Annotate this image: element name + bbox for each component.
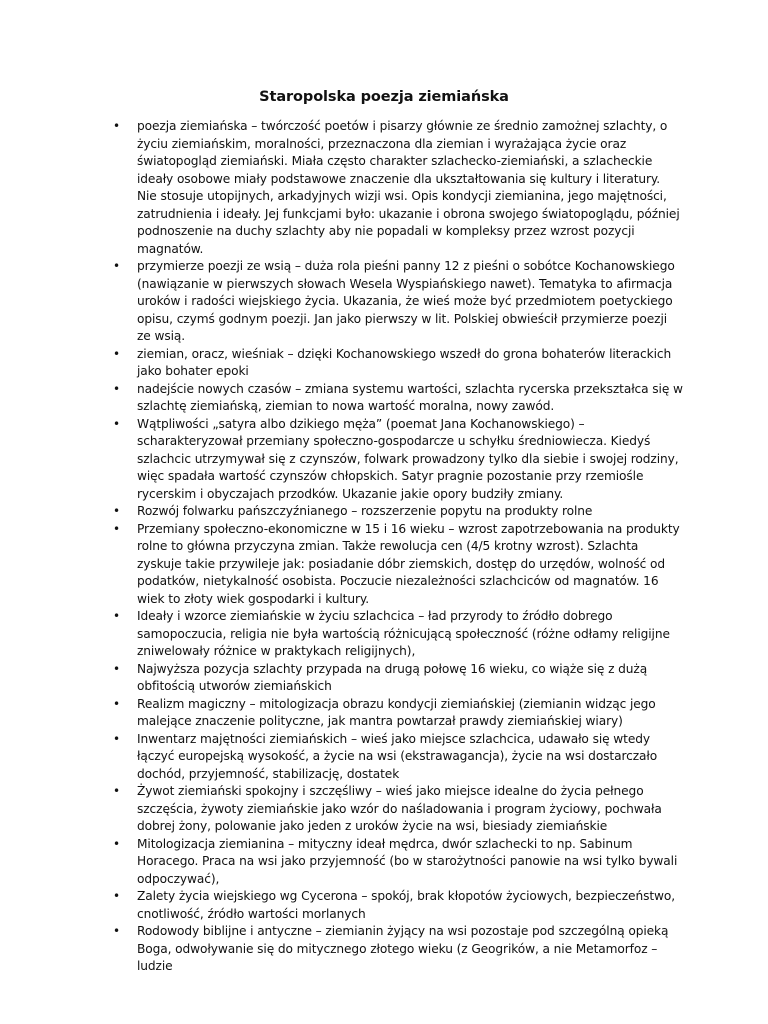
list-item-text: poezja ziemiańska – twórczość poetów i pisarzy głównie ze średnio zamożnej szlachty, o życiu ziemiańskim, moralności, przeznaczona dla ziemian i wyrażająca życie oraz światopogląd ziemiański. Miała często charakter szlachecko-ziemiański, a szlacheckie ideały osobowe miały podstawowe znaczenie dla ukształtowania się kultury i literatury. Nie stosuje utopijnych, arkadyjnych wizji wsi. Opis kondycji ziemianina, jego majętności, zatrudnienia i ideały. Jej funkcjami było: ukazanie i obrona swojego światopoglądu, później podnoszenie na duchy szlachty aby nie popadali w kompleksy przez wzrost pozycji magnatów. — [137, 119, 680, 256]
bullet-icon: • — [113, 889, 120, 903]
bullet-icon: • — [113, 836, 120, 851]
bullet-icon: • — [113, 609, 120, 623]
list-item — [0, 836, 683, 889]
list-item-text: ziemian, oracz, wieśniak – dzięki Kochanowskiego wszedł do grona bohaterów literackich jako bohater epoki — [137, 346, 672, 378]
list-item-text: Najwyższa pozycja szlachty przypada na drugą połowę 16 wieku, co wiąże się z dużą obfitością utworów ziemiańskich — [137, 661, 648, 693]
list-item — [0, 608, 683, 661]
list-item-text: Przemiany społeczno-ekonomiczne w 15 i 16 wieku – wzrost zapotrzebowania na produkty rolne to główna przyczyna zmian. Także rewolucja cen (4/5 krotny wzrost). Szlachta zyskuje takie przywileje jak: posiadanie dóbr ziemskich, dostęp do urzędów, wolność od podatków, nietykalność osobista. Poczucie niezależności szlachciców od magnatów. 16 wiek to złoty wiek gospodarki i kultury. — [137, 521, 680, 606]
bullet-icon: • — [113, 696, 120, 711]
bullet-icon: • — [113, 259, 120, 273]
bullet-icon: • — [113, 661, 120, 676]
bullet-icon: • — [113, 346, 120, 361]
list-item-text: Inwentarz majętności ziemiańskich – wieś jako miejsce szlachcica, udawało się wtedy łączyć europejską wysokość, a życie na wsi (ekstrawagancja), życie na wsi dostarczało dochód, przyjemność, stabilizację, dostatek — [137, 731, 658, 781]
document-title: Staropolska poezja ziemiańska — [259, 89, 509, 105]
list-item — [0, 118, 683, 258]
bullet-icon: • — [113, 504, 120, 518]
bullet-icon: • — [113, 924, 120, 938]
list-item — [0, 661, 683, 696]
list-item-text: Zalety życia wiejskiego wg Cycerona – spokój, brak kłopotów życiowych, bezpieczeństwo, cnotliwość, źródło wartości morlanych — [137, 889, 675, 921]
list-item — [0, 923, 683, 976]
list-item — [0, 416, 683, 504]
list-item — [0, 731, 683, 784]
list-item — [0, 696, 683, 731]
list-item-text: przymierze poezji ze wsią – duża rola pieśni panny 12 z pieśni o sobótce Kochanowskiego (nawiązanie w pierwszych słowach Wesela Wyspiańskiego nawet). Tematyka to afirmacja uroków i radości wiejskiego życia. Ukazania, że wieś może być przedmiotem poetyckiego opisu, czymś godnym poezji. Jan jako pierwszy w lit. Polskiej obwieścił przymierze poezji ze wsią. — [137, 259, 675, 343]
list-item — [0, 381, 683, 416]
bullet-icon: • — [113, 119, 120, 133]
list-item-text: Rozwój folwarku pańszczyźnianego – rozszerzenie popytu na produkty rolne — [137, 504, 593, 518]
bullet-icon: • — [113, 521, 120, 536]
list-item-text: Realizm magiczny – mitologizacja obrazu kondycji ziemiańskiej (ziemianin widząc jego malejące znaczenie polityczne, jak mantra powtarzał prawdy ziemiańskiej wiary) — [137, 696, 656, 728]
list-item-text: nadejście nowych czasów – zmiana systemu wartości, szlachta rycerska przekształca się w szlachtę ziemiańską, ziemian to nowa wartość moralna, nowy zawód. — [137, 381, 683, 413]
list-item — [0, 346, 683, 381]
list-item — [0, 783, 683, 836]
list-item — [0, 521, 683, 609]
list-item-text: Ideały i wzorce ziemiańskie w życiu szlachcica – ład przyrody to źródło dobrego samopoczucia, religia nie była wartością różnicującą społeczność (różne odłamy religijne zniwelowały różnice w praktykach religijnych), — [137, 609, 670, 658]
list-item — [0, 888, 683, 923]
bullet-icon: • — [113, 731, 120, 746]
bullet-list — [0, 118, 768, 976]
bullet-icon: • — [113, 381, 120, 396]
list-item-text: Rodowody biblijne i antyczne – ziemianin żyjący na wsi pozostaje pod szczególną opieką Boga, odwoływanie się do mitycznego złotego wieku (z Geogrików, a nie Metamorfoz – ludzie — [137, 924, 669, 973]
list-item-text: Mitologizacja ziemianina – mityczny ideał mędrca, dwór szlachecki to np. Sabinum Horacego. Praca na wsi jako przyjemność (bo w starożytności panowie na wsi tylko bywali odpoczywać), — [137, 836, 678, 886]
bullet-icon: • — [113, 416, 120, 431]
list-item-text: Żywot ziemiański spokojny i szczęśliwy – wieś jako miejsce idealne do życia pełnego szczęścia, żywoty ziemiańskie jako wzór do naśladowania i program życiowy, pochwała dobrej żony, polowanie jako jeden z uroków życie na wsi, biesiady ziemiańskie — [137, 784, 662, 833]
list-item-text: Wątpliwości „satyra albo dzikiego męża” (poemat Jana Kochanowskiego) – scharakteryzował przemiany społeczno-gospodarcze u schyłku średniowiecza. Kiedyś szlachcic utrzymywał się z czynszów, folwark prowadzony tylko dla siebie i swojej rodziny, więc spadała wartość czynszów chłopskich. Satyr pragnie pozostanie przy rzemiośle rycerskim i obyczajach przodków. Ukazanie jakie opory budziły zmiany. — [137, 416, 679, 501]
list-item — [0, 503, 683, 521]
bullet-icon: • — [113, 784, 120, 798]
list-item — [0, 258, 683, 346]
